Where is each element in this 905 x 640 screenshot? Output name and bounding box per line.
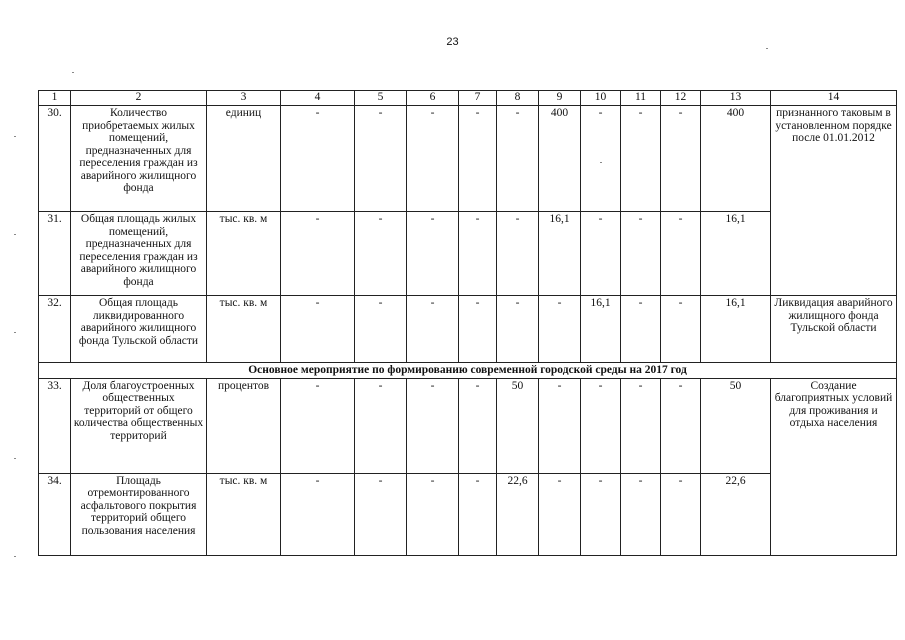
indicator-name: Общая площадь жилых помещений, предназначенных для переселения граждан из аварийного жилищного фонда: [71, 212, 207, 296]
value-cell: -: [459, 296, 497, 363]
value-cell: -: [539, 296, 581, 363]
value-cell: 16,1: [701, 296, 771, 363]
value-cell: -: [581, 378, 621, 473]
value-cell: -: [281, 106, 355, 212]
note-cell: признанного таковым в установленном порядке после 01.01.2012: [771, 106, 897, 296]
row-number: 31.: [39, 212, 71, 296]
value-cell: -: [407, 296, 459, 363]
value-cell: -: [497, 106, 539, 212]
table-row: [39, 106, 897, 212]
value-cell: -: [459, 212, 497, 296]
value-cell: -: [539, 473, 581, 555]
row-number: 33.: [39, 378, 71, 473]
column-header: 5: [355, 91, 407, 106]
scan-speck: [72, 72, 74, 73]
value-cell: 400: [701, 106, 771, 212]
unit-cell: процентов: [207, 378, 281, 473]
value-cell: -: [621, 296, 661, 363]
note-cell: Создание благоприятных условий для проживания и отдыха населения: [771, 378, 897, 555]
value-cell: -: [581, 212, 621, 296]
value-cell: -: [407, 473, 459, 555]
value-cell: -: [459, 106, 497, 212]
value-cell: -: [459, 378, 497, 473]
value-cell: -: [621, 378, 661, 473]
column-header: 4: [281, 91, 355, 106]
table-row: [39, 378, 897, 473]
indicator-name: Доля благоустроенных общественных территорий от общего количества общественных территорий: [71, 378, 207, 473]
unit-cell: тыс. кв. м: [207, 296, 281, 363]
value-cell: -: [459, 473, 497, 555]
column-header: 12: [661, 91, 701, 106]
value-cell: 22,6: [701, 473, 771, 555]
value-cell: -: [621, 106, 661, 212]
scan-speck: [14, 136, 16, 137]
indicator-table: [38, 90, 897, 556]
row-number: 32.: [39, 296, 71, 363]
column-header: 3: [207, 91, 281, 106]
value-cell: -: [497, 212, 539, 296]
value-cell: -: [661, 106, 701, 212]
value-cell: 50: [497, 378, 539, 473]
value-cell: -: [407, 212, 459, 296]
value-cell: -: [407, 378, 459, 473]
value-cell: -: [355, 473, 407, 555]
value-cell: -: [355, 212, 407, 296]
unit-cell: единиц: [207, 106, 281, 212]
value-cell: -: [661, 473, 701, 555]
note-cell: Ликвидация аварийного жилищного фонда Тульской области: [771, 296, 897, 363]
value-cell: 16,1: [539, 212, 581, 296]
row-number: 30.: [39, 106, 71, 212]
value-cell: -: [497, 296, 539, 363]
value-cell: -: [661, 378, 701, 473]
page-number: 23: [446, 36, 459, 48]
row-number: 34.: [39, 473, 71, 555]
header-row: [39, 91, 897, 106]
table-row: [39, 296, 897, 363]
indicator-name: Количество приобретаемых жилых помещений, предназначенных для переселения граждан из аварийного жилищного фонда: [71, 106, 207, 212]
value-cell: -: [621, 212, 661, 296]
value-cell: 22,6: [497, 473, 539, 555]
value-cell: -: [281, 378, 355, 473]
column-header: 7: [459, 91, 497, 106]
value-cell: 16,1: [581, 296, 621, 363]
section-row: [39, 363, 897, 379]
column-header: 2: [71, 91, 207, 106]
value-cell: -: [581, 473, 621, 555]
value-cell: 50: [701, 378, 771, 473]
column-header: 13: [701, 91, 771, 106]
scan-speck: [14, 234, 16, 235]
unit-cell: тыс. кв. м: [207, 473, 281, 555]
value-cell: -: [621, 473, 661, 555]
value-cell: 400: [539, 106, 581, 212]
value-cell: -: [355, 296, 407, 363]
table-row: [39, 473, 897, 555]
column-header: 8: [497, 91, 539, 106]
column-header: 10: [581, 91, 621, 106]
value-cell: -: [581, 106, 621, 212]
scan-speck: [766, 48, 768, 49]
table-row: [39, 212, 897, 296]
value-cell: -: [407, 106, 459, 212]
column-header: 11: [621, 91, 661, 106]
value-cell: -: [355, 378, 407, 473]
value-cell: 16,1: [701, 212, 771, 296]
value-cell: -: [281, 296, 355, 363]
column-header: 14: [771, 91, 897, 106]
unit-cell: тыс. кв. м: [207, 212, 281, 296]
value-cell: -: [539, 378, 581, 473]
indicator-name: Общая площадь ликвидированного аварийного жилищного фонда Тульской области: [71, 296, 207, 363]
scan-speck: [14, 556, 16, 557]
scan-speck: [14, 458, 16, 459]
value-cell: -: [281, 212, 355, 296]
indicator-name: Площадь отремонтированного асфальтового покрытия территорий общего пользования населения: [71, 473, 207, 555]
scan-speck: [14, 332, 16, 333]
value-cell: -: [661, 296, 701, 363]
value-cell: -: [355, 106, 407, 212]
column-header: 6: [407, 91, 459, 106]
section-title: Основное мероприятие по формированию современной городской среды на 2017 год: [39, 363, 897, 379]
value-cell: -: [661, 212, 701, 296]
column-header: 9: [539, 91, 581, 106]
value-cell: -: [281, 473, 355, 555]
column-header: 1: [39, 91, 71, 106]
